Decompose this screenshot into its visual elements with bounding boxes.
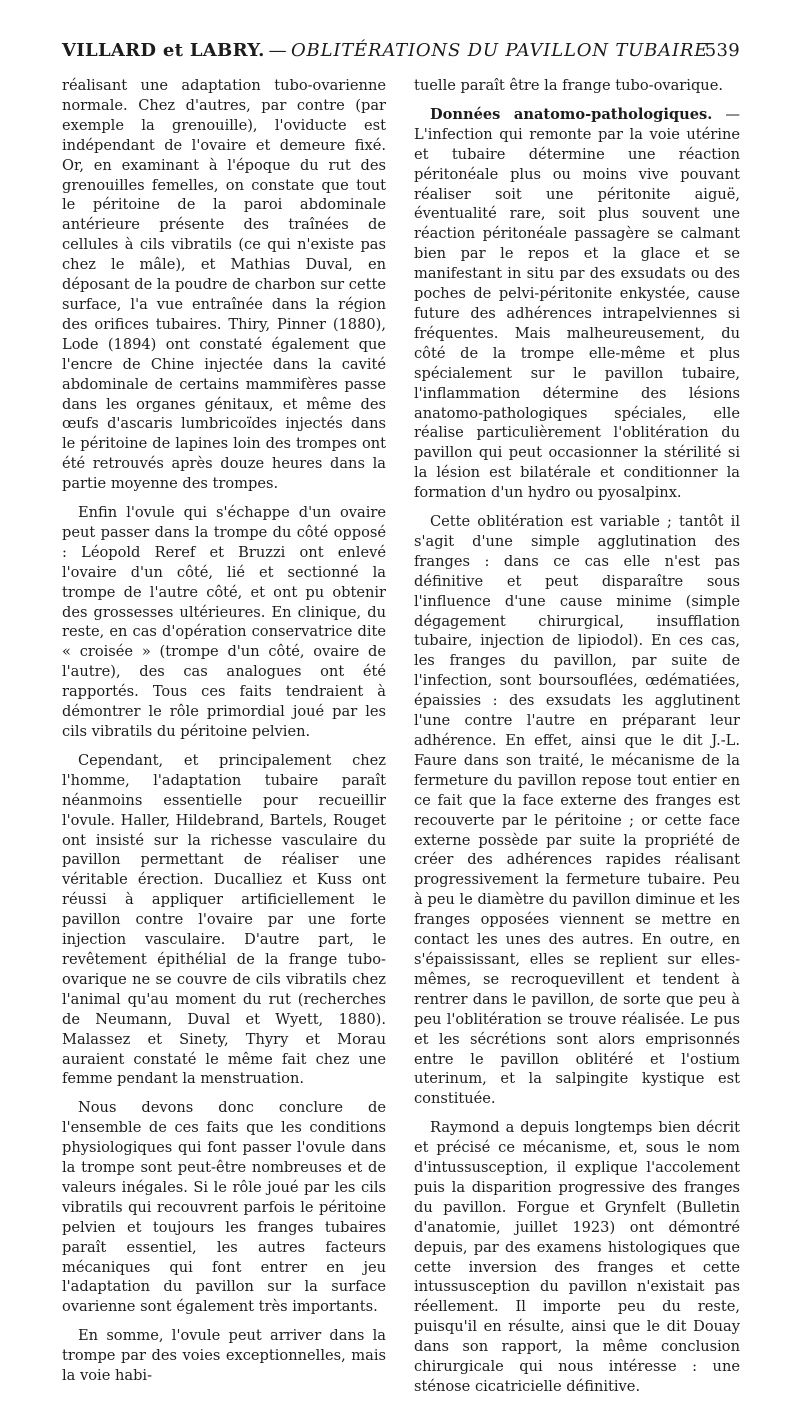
right-paragraph-3: Cette oblitération est variable ; tantôt il s'agit d'une simple agglutination des franges : dans ce cas elle n'est pas définitive et peut disparaître sous l'influence d'une cause minime (simple dégagement chirurgical, insufflation tubaire, injection de lipiodol). En ces cas, les franges du pavillon, par suite de l'infection, sont boursouflées, œdématiées, épaissies : des exsudats les agglutinent l'une contre l'autre en préparant leur adhérence. En effet, ainsi que le dit J.-L. Faure dans son traité, le mécanisme de la fermeture du pavillon repose tout entier en ce fait que la face externe des franges est recouverte par le péritoine ; or cette face externe possède par suite la propriété de créer des adhérences rapides réalisant progressivement la fermeture tubaire. Peu à peu le diamètre du pavillon diminue et les franges opposées viennent se mettre en contact les unes des autres. En outre, en s'épaississant, elles se replient sur elles-mêmes, se recroquevillent et tendent à rentrer dans le pavillon, de sorte que peu à peu l'oblitération se trouve réalisée. Le pus et les sécrétions sont alors emprisonnés entre le pavillon oblitéré et l'ostium uterinum, et la salpingite kystique est constituée.	[414, 513, 740, 1108]
left-paragraph-4: Nous devons donc conclure de l'ensemble de ces faits que les conditions physiologiques qui font passer l'ovule dans la trompe sont peut-être nombreuses et de valeurs inégales. Si le rôle joué par les cils vibratils qui recouvrent parfois le péritoine pelvien et toujours les franges tubaires paraît essentiel, les autres facteurs mécaniques qui font entrer en jeu l'adaptation du pavillon sur la surface ovarienne sont également très importants.	[62, 1099, 386, 1316]
header-title: OBLITÉRATIONS DU PAVILLON TUBAIRE	[290, 40, 709, 61]
right-paragraph-2	[414, 105, 740, 503]
right-paragraph-4: Raymond a depuis longtemps bien décrit et précisé ce mécanisme, et, sous le nom d'intussusception, il explique l'accolement puis la disparition progressive des franges du pavillon. Forgue et Grynfelt (Bulletin d'anatomie, juillet 1923) ont démontré depuis, par des examens histologiques que cette inversion des franges et cette intussusception du pavillon n'existait pas réellement. Il importe peu du reste, puisqu'il en résulte, ainsi que le dit Douay dans son rapport, la même conclusion chirurgicale qui nous intéresse : une sténose cicatricielle définitive.	[414, 1119, 740, 1395]
left-paragraph-2: Enfin l'ovule qui s'échappe d'un ovaire peut passer dans la trompe du côté opposé : Léopold Reref et Bruzzi ont enlevé l'ovaire d'un côté, lié et sectionné la trompe de l'autre côté, et ont pu obtenir des grossesses ultérieures. En clinique, du reste, en cas d'opération conservatrice dite « croisée » (trompe d'un côté, ovaire de l'autre), des cas analogues ont été rapportés. Tous ces faits tendraient à démontrer le rôle primordial joué par les cils vibratils du péritoine pelvien.	[62, 504, 386, 740]
section-heading: Données anatomo-pathologiques.	[430, 105, 713, 123]
right-paragraph-1: tuelle paraît être la frange tubo-ovarique.	[414, 77, 723, 94]
page-number: 539	[704, 40, 740, 61]
left-paragraph-5: En somme, l'ovule peut arriver dans la trompe par des voies exceptionnelles, mais la voie habi-	[62, 1327, 386, 1385]
right-paragraph-2-text: — L'infection qui remonte par la voie utérine et tubaire détermine une réaction péritonéale plus ou moins vive pouvant réaliser soit une péritonite aiguë, éventualité rare, soit plus souvent une réaction péritonéale passagère se calmant bien par le repos et la glace et se manifestant in situ par des exsudats ou des poches de pelvi-péritonite enkystée, cause future des adhérences intrapelviennes si fréquentes. Mais malheureusement, du côté de la trompe elle-même et plus spécialement sur le pavillon tubaire, l'inflammation détermine des lésions anatomo-pathologiques spéciales, elle réalise particulièrement l'oblitération du pavillon qui peut occasionner la stérilité si la lésion est bilatérale et conditionner la formation d'un hydro ou pyosalpinx.	[414, 105, 740, 502]
left-paragraph-1: réalisant une adaptation tubo-ovarienne normale. Chez d'autres, par contre (par exemple la grenouille), l'oviducte est indépendant de l'ovaire et demeure fixé. Or, en examinant à l'époque du rut des grenouilles femelles, on constate que tout le péritoine de la paroi abdominale antérieure présente des traînées de cellules à cils vibratils (ce qui n'existe pas chez le mâle), et Mathias Duval, en déposant de la poudre de charbon sur cette surface, l'a vue entraînée dans la région des orifices tubaires. Thiry, Pinner (1880), Lode (1894) ont constaté également que l'encre de Chine injectée dans la cavité abdominale de certains mammifères passe dans les organes génitaux, et même des œufs d'ascaris lumbricoïdes injectés dans le péritoine de lapines loin des trompes ont été retrouvés après douze heures dans la partie moyenne des trompes.	[62, 77, 386, 493]
right-column	[414, 76, 740, 1406]
header-authors: VILLARD et LABRY.	[62, 40, 265, 61]
left-column	[62, 76, 386, 1395]
left-paragraph-3: Cependant, et principalement chez l'homme, l'adaptation tubaire paraît néanmoins essentielle pour recueillir l'ovule. Haller, Hildebrand, Bartels, Rouget ont insisté sur la richesse vasculaire du pavillon permettant de réaliser une véritable érection. Ducalliez et Kuss ont réussi à appliquer artificiellement le pavillon contre l'ovaire par une forte injection vasculaire. D'autre part, le revêtement épithélial de la frange tubo-ovarique ne se couvre de cils vibratils chez l'animal qu'au moment du rut (recherches de Neumann, Duval et Wyett, 1880). Malassez et Sinety, Thyry et Morau auraient constaté le même fait chez une femme pendant la menstruation.	[62, 751, 386, 1088]
header-dash: —	[268, 40, 287, 61]
running-header	[62, 40, 740, 70]
